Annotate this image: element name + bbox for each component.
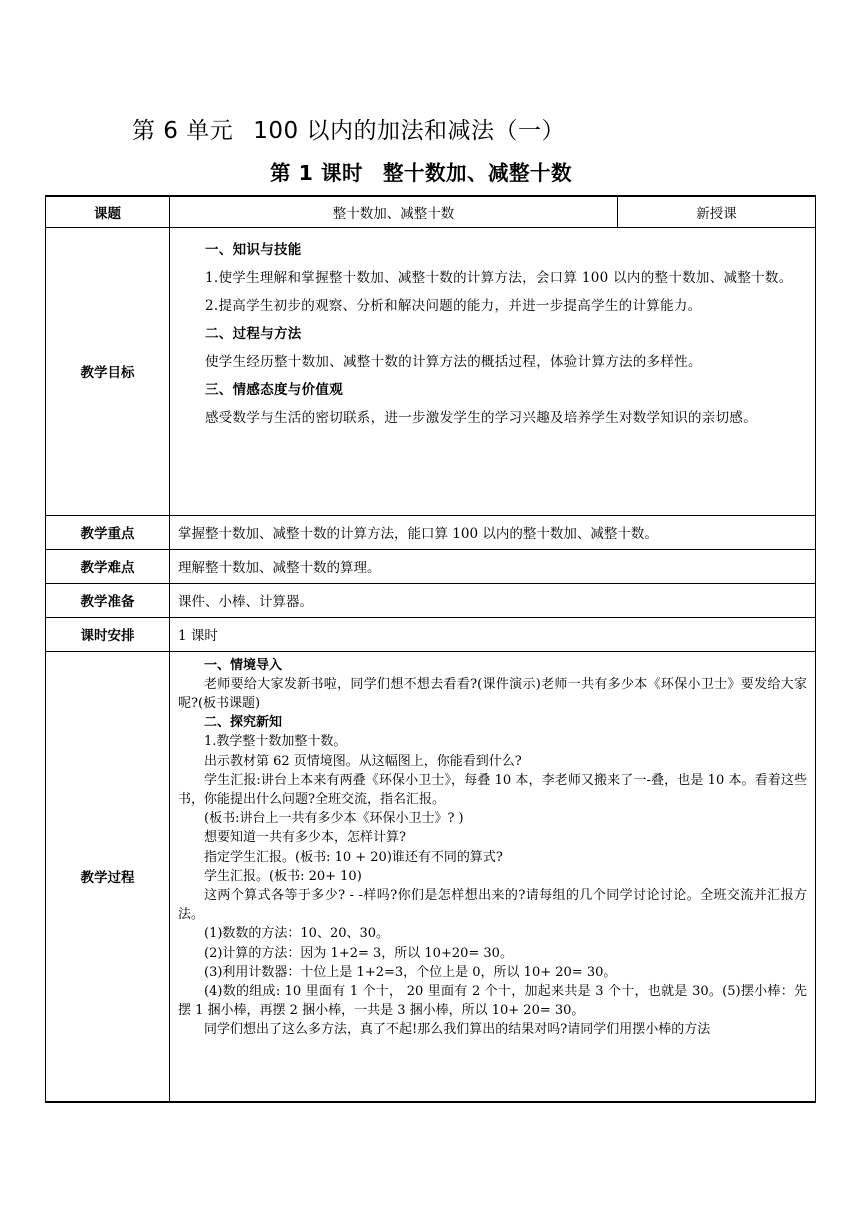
schedule-row: [46, 617, 816, 651]
process-paragraph: 学生汇报。(板书: 20+ 10): [204, 868, 362, 884]
process-paragraph: (1)数数的方法：10、20、30。: [204, 926, 390, 942]
unit-topic: 100 以内的加法和减法（一）: [253, 118, 565, 144]
goals-row: [46, 227, 816, 515]
process-section-heading: 二、探究新知: [204, 715, 283, 731]
key-point-text: 掌握整十数加、减整十数的计算方法，能口算 100 以内的整十数加、减整十数。: [170, 515, 816, 549]
lesson-topic: 整十数加、减整十数: [383, 161, 573, 185]
goals-section-heading: 一、知识与技能: [205, 241, 302, 258]
difficulty-label: 教学难点: [46, 549, 170, 583]
process-paragraph: 这两个算式各等于多少? - -样吗?你们是怎样想出来的?请每组的几个同学讨论讨论。全班交流并汇报方法。: [178, 887, 807, 923]
header-row: [46, 196, 816, 227]
key-point-row: [46, 515, 816, 549]
lesson-type-cell: 新授课: [618, 196, 816, 227]
process-paragraph: 同学们想出了这么多方法，真了不起!那么我们算出的结果对吗?请同学们用摆小棒的方法: [204, 1022, 711, 1038]
preparation-label: 教学准备: [46, 583, 170, 617]
lesson-title: [270, 156, 572, 186]
preparation-text: 课件、小棒、计算器。: [170, 583, 816, 617]
process-paragraph: (3)利用计数器：十位上是 1+2=3，个位上是 0，所以 10+ 20= 30。: [204, 964, 617, 980]
key-point-label: 教学重点: [46, 515, 170, 549]
goals-section-heading: 三、情感态度与价值观: [205, 381, 343, 398]
process-paragraph: (2)计算的方法：因为 1+2= 3，所以 10+20= 30。: [204, 945, 513, 961]
process-paragraph: 出示教材第 62 页情境图。从这幅图上，你能看到什么?: [204, 753, 522, 769]
process-paragraph: (板书:讲台上一共有多少本《环保小卫士》? ): [204, 811, 464, 827]
process-section-heading: 一、情境导入: [204, 657, 283, 673]
difficulty-text: 理解整十数加、减整十数的算理。: [170, 549, 816, 583]
unit-number: 第 6 单元: [132, 118, 234, 144]
schedule-label: 课时安排: [46, 617, 170, 651]
goals-content: [170, 227, 816, 515]
difficulty-row: [46, 549, 816, 583]
process-label: 教学过程: [46, 651, 170, 1102]
schedule-text: 1 课时: [170, 617, 816, 651]
process-paragraph: 指定学生汇报。(板书: 10 + 20)谁还有不同的算式?: [204, 849, 503, 865]
preparation-row: [46, 583, 816, 617]
goals-paragraph: 使学生经历整十数加、减整十数的计算方法的概括过程，体验计算方法的多样性。: [205, 353, 702, 370]
goals-paragraph: 2.提高学生初步的观察、分析和解决问题的能力，并进一步提高学生的计算能力。: [205, 297, 702, 314]
lesson-plan-table: [45, 195, 816, 1103]
process-content: [170, 651, 816, 1102]
lesson-number: 第 1 课时: [270, 161, 364, 185]
lesson-topic-cell: 整十数加、减整十数: [170, 196, 618, 227]
process-paragraph: 想要知道一共有多少本，怎样计算?: [204, 830, 406, 846]
process-paragraph: 老师要给大家发新书啦，同学们想不想去看看?(课件演示)老师一共有多少本《环保小卫士》要发给大家呢?(板书课题): [178, 676, 807, 711]
goals-section-heading: 二、过程与方法: [205, 325, 302, 342]
goals-paragraph: 感受数学与生活的密切联系，进一步激发学生的学习兴趣及培养学生对数学知识的亲切感。: [205, 409, 757, 426]
process-paragraph: 学生汇报:讲台上本来有两叠《环保小卫士》，每叠 10 本，李老师又搬来了一-叠，也是 10 本。看着这些书，你能提出什么问题?全班交流，指名汇报。: [178, 772, 807, 807]
process-row: [46, 651, 816, 1102]
process-paragraph: 1.教学整十数加整十数。: [204, 734, 347, 750]
process-paragraph: (4)数的组成: 10 里面有 1 个十， 20 里面有 2 个十，加起来共是 3 个十，也就是 30。(5)摆小棒：先摆 1 捆小棒，再摆 2 捆小棒，一共是 3 捆小棒，所以 10+ 20= 30。: [178, 983, 807, 1019]
goals-paragraph: 1.使学生理解和掌握整十数加、减整十数的计算方法，会口算 100 以内的整十数加、减整十数。: [205, 269, 793, 286]
header-label: 课题: [46, 196, 170, 227]
unit-title: [132, 112, 565, 145]
goals-label: 教学目标: [46, 227, 170, 515]
